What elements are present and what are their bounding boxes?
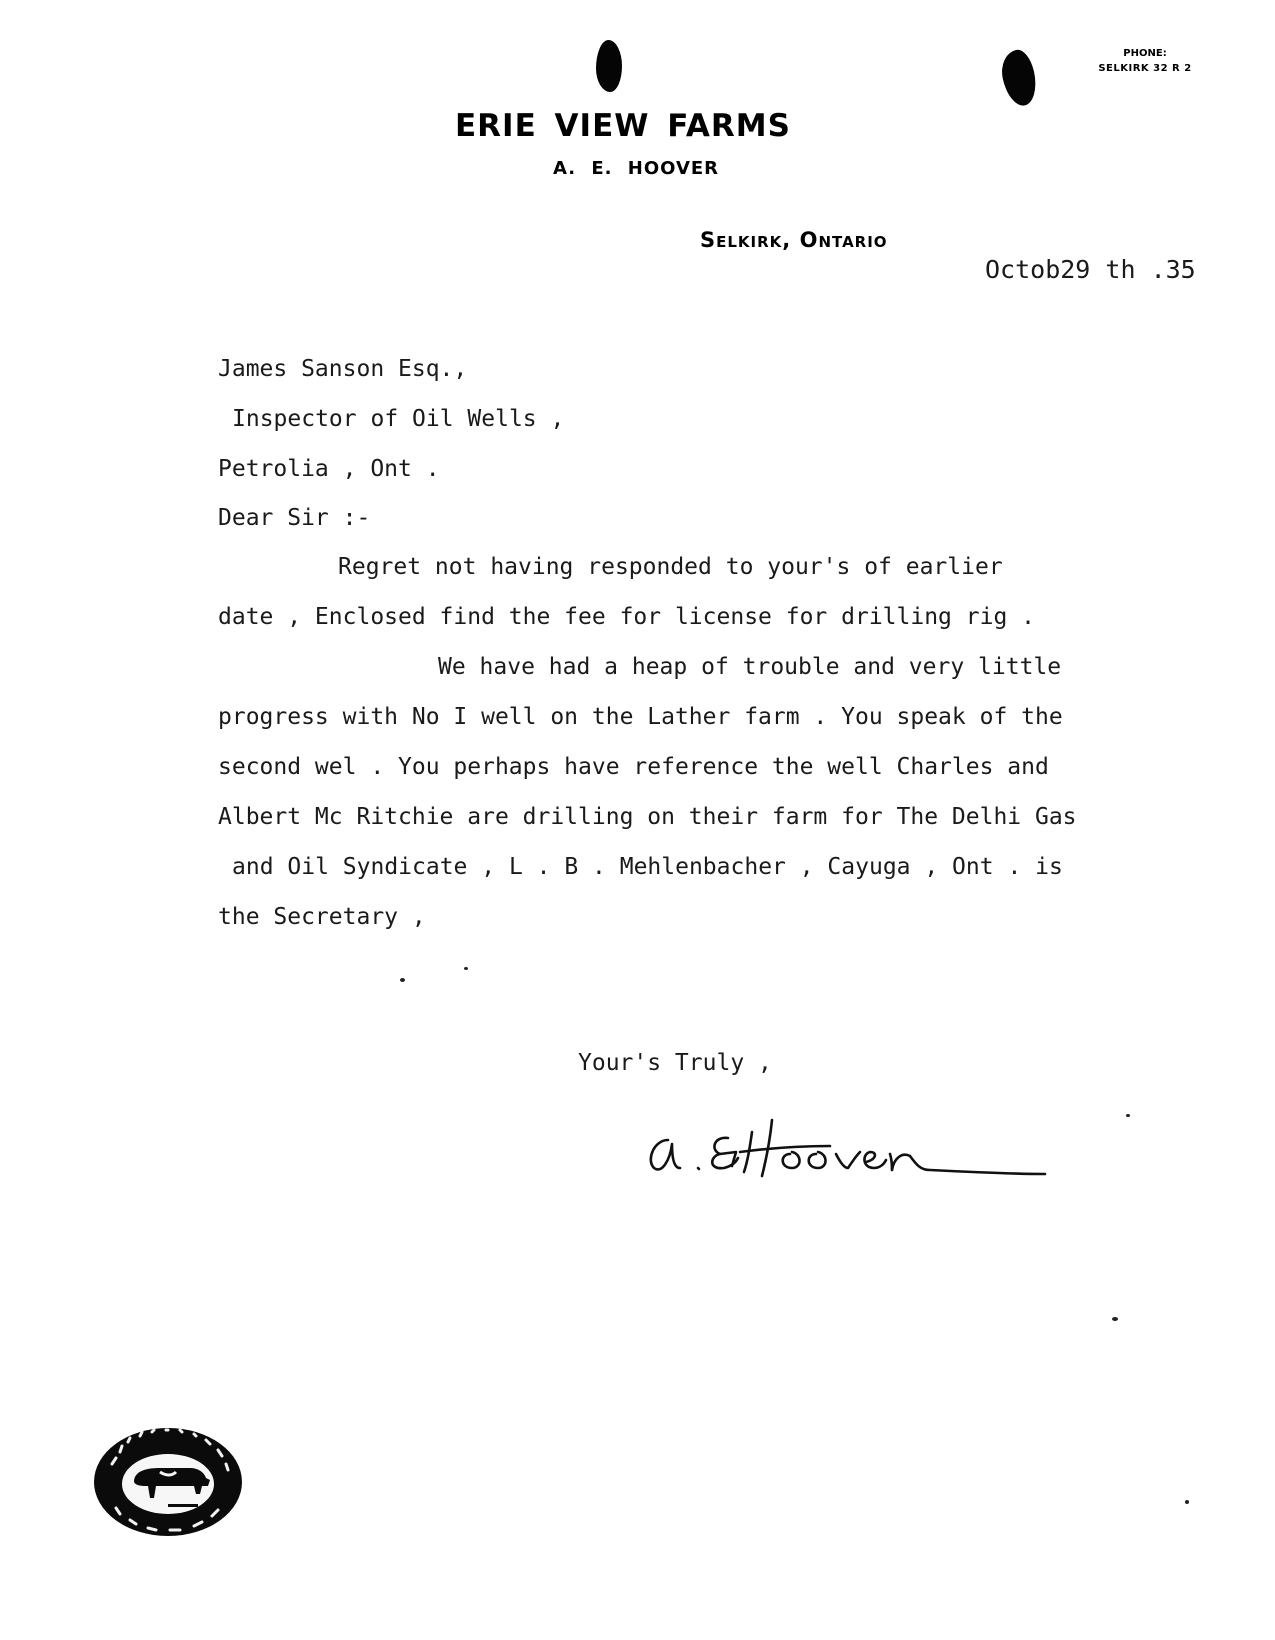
phone-block [1080, 46, 1210, 76]
body-line: second wel . You perhaps have reference the well Charles and [218, 754, 1049, 780]
handwritten-signature [640, 1110, 1060, 1194]
recipient-title: Inspector of Oil Wells , [232, 406, 565, 432]
scan-speck [400, 978, 405, 982]
recipient-name: James Sanson Esq., [218, 356, 468, 382]
scan-speck [1112, 1317, 1118, 1321]
owner-name: A. E. HOOVER [553, 158, 720, 179]
scan-speck [1126, 1114, 1130, 1117]
ink-blot-left [596, 40, 622, 92]
phone-label: PHONE: [1123, 48, 1167, 59]
company-name: ERIE VIEW FARMS [455, 108, 791, 144]
ink-blot-right [998, 47, 1041, 108]
salutation: Dear Sir :- [218, 505, 371, 531]
scan-speck [464, 967, 468, 970]
body-line: progress with No I well on the Lather farm . You speak of the [218, 704, 1063, 730]
holstein-milk-seal [90, 1420, 250, 1544]
body-line: We have had a heap of trouble and very little [438, 654, 1062, 680]
body-line: the Secretary , [218, 904, 426, 930]
letter-date: Octob29 th .35 [985, 255, 1196, 284]
body-line: date , Enclosed find the fee for license for drilling rig . [218, 604, 1035, 630]
scan-speck [1185, 1500, 1189, 1504]
body-line: Regret not having responded to your's of earlier [338, 554, 1003, 580]
company-location: Selkirk, Ontario [700, 228, 888, 252]
recipient-city: Petrolia , Ont . [218, 456, 440, 482]
body-line: Albert Mc Ritchie are drilling on their farm for The Delhi Gas [218, 804, 1077, 830]
body-line: and Oil Syndicate , L . B . Mehlenbacher , Cayuga , Ont . is [232, 854, 1063, 880]
closing: Your's Truly , [578, 1050, 772, 1076]
phone-number: SELKIRK 32 R 2 [1098, 63, 1192, 74]
